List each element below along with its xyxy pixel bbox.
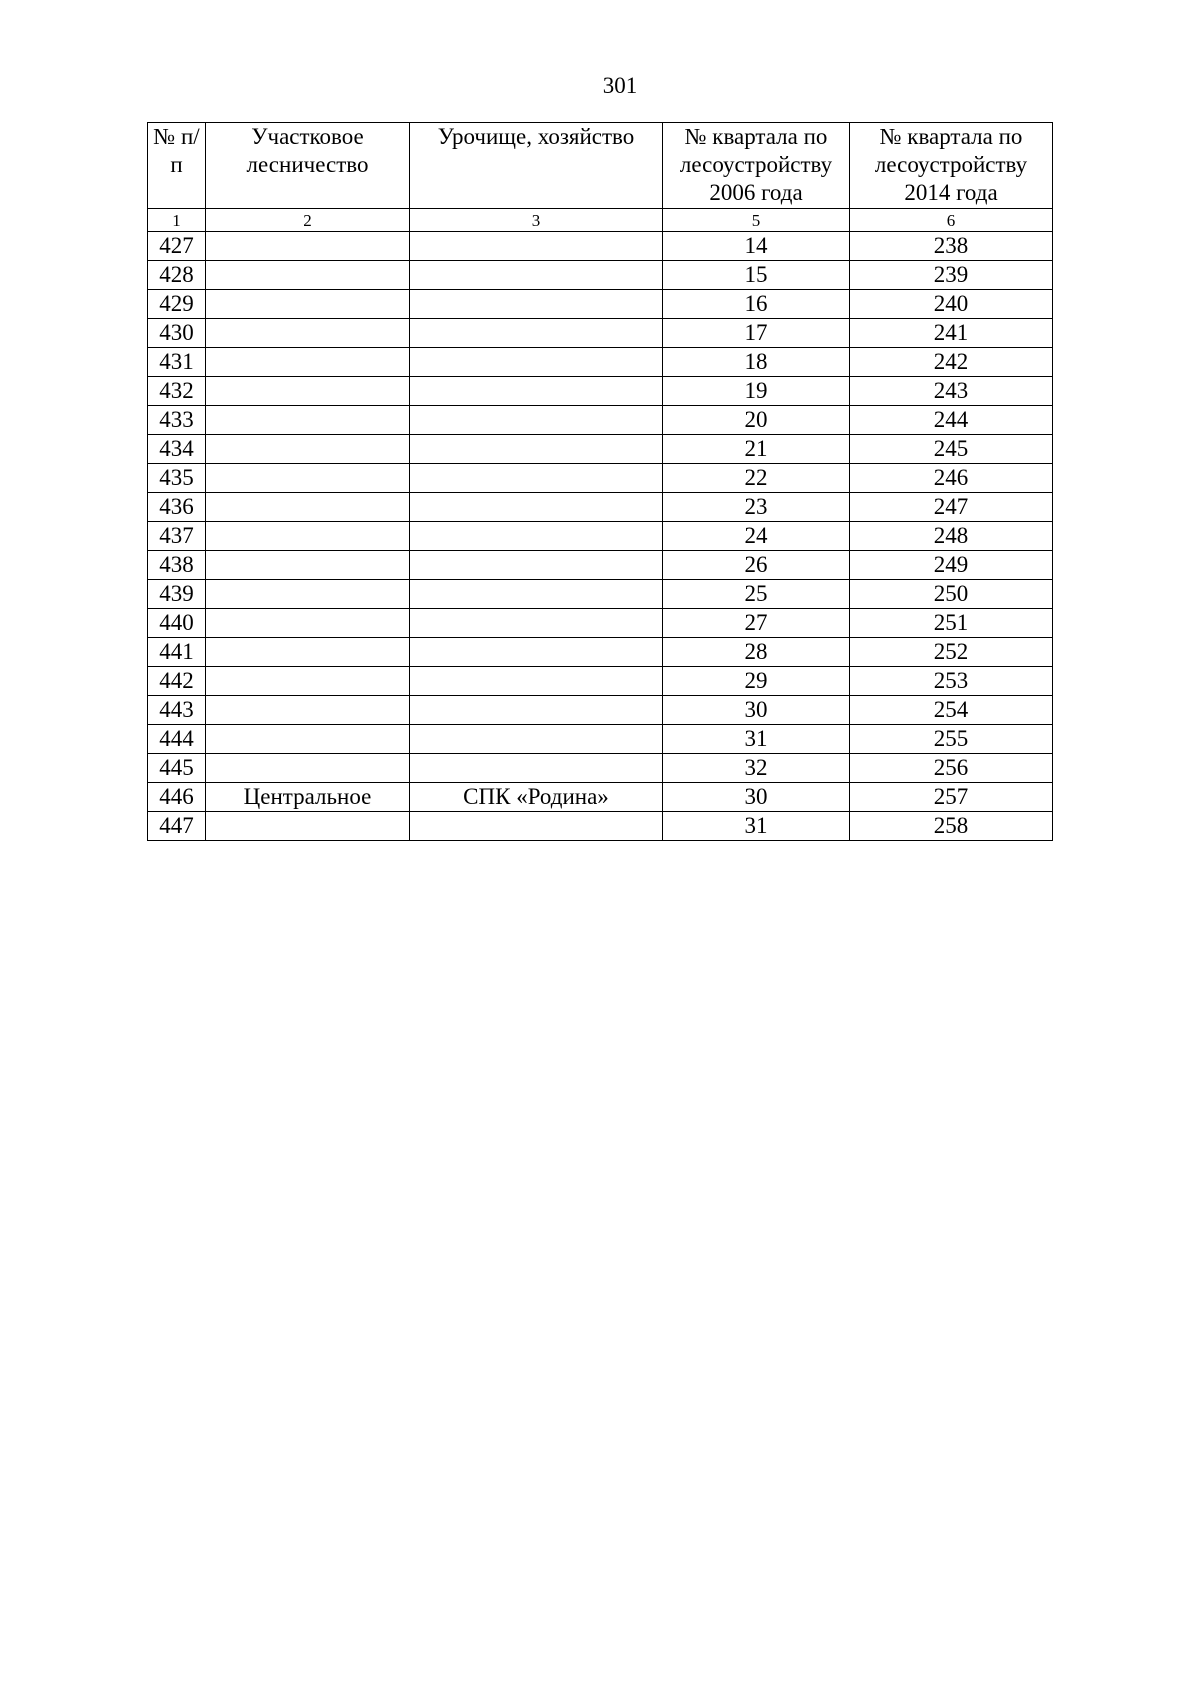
column-number: 5 <box>663 209 850 232</box>
table-row <box>148 261 1053 290</box>
cell-quarter-2006: 31 <box>663 725 850 754</box>
cell-row-number: 437 <box>148 522 206 551</box>
cell-forestry-district <box>206 290 410 319</box>
cell-forestry-district <box>206 232 410 261</box>
cell-forestry-district <box>206 406 410 435</box>
cell-quarter-2014: 257 <box>850 783 1053 812</box>
table-row <box>148 783 1053 812</box>
cell-quarter-2006: 32 <box>663 754 850 783</box>
page-number: 301 <box>602 73 638 98</box>
table-row <box>148 696 1053 725</box>
header-tract-farm: Урочище, хозяйство <box>410 123 663 209</box>
cell-forestry-district <box>206 609 410 638</box>
cell-quarter-2014: 255 <box>850 725 1053 754</box>
cell-forestry-district <box>206 348 410 377</box>
table-row <box>148 522 1053 551</box>
cell-row-number: 447 <box>148 812 206 841</box>
table-row <box>148 493 1053 522</box>
cell-forestry-district <box>206 435 410 464</box>
cell-quarter-2014: 244 <box>850 406 1053 435</box>
cell-quarter-2006: 17 <box>663 319 850 348</box>
cell-forestry-district <box>206 261 410 290</box>
column-numbering-row <box>148 209 1053 232</box>
cell-quarter-2014: 248 <box>850 522 1053 551</box>
forest-quarters-table <box>147 122 1053 841</box>
cell-quarter-2014: 240 <box>850 290 1053 319</box>
cell-forestry-district <box>206 580 410 609</box>
column-number: 1 <box>148 209 206 232</box>
cell-quarter-2006: 29 <box>663 667 850 696</box>
table-row <box>148 725 1053 754</box>
cell-quarter-2006: 24 <box>663 522 850 551</box>
table-row <box>148 377 1053 406</box>
table-header-row <box>148 123 1053 209</box>
cell-tract-farm <box>410 493 663 522</box>
column-number: 3 <box>410 209 663 232</box>
cell-tract-farm: СПК «Родина» <box>410 783 663 812</box>
cell-forestry-district <box>206 522 410 551</box>
cell-quarter-2014: 238 <box>850 232 1053 261</box>
cell-row-number: 429 <box>148 290 206 319</box>
cell-forestry-district <box>206 812 410 841</box>
cell-quarter-2006: 25 <box>663 580 850 609</box>
cell-row-number: 446 <box>148 783 206 812</box>
cell-tract-farm <box>410 812 663 841</box>
cell-tract-farm <box>410 464 663 493</box>
cell-row-number: 434 <box>148 435 206 464</box>
cell-forestry-district <box>206 319 410 348</box>
cell-forestry-district <box>206 551 410 580</box>
cell-forestry-district <box>206 725 410 754</box>
cell-forestry-district <box>206 754 410 783</box>
cell-quarter-2006: 31 <box>663 812 850 841</box>
cell-tract-farm <box>410 580 663 609</box>
cell-quarter-2006: 30 <box>663 783 850 812</box>
table-row <box>148 609 1053 638</box>
cell-row-number: 433 <box>148 406 206 435</box>
table-row <box>148 290 1053 319</box>
cell-quarter-2014: 254 <box>850 696 1053 725</box>
cell-row-number: 444 <box>148 725 206 754</box>
cell-forestry-district <box>206 493 410 522</box>
table-row <box>148 812 1053 841</box>
cell-tract-farm <box>410 232 663 261</box>
table-row <box>148 754 1053 783</box>
cell-quarter-2014: 247 <box>850 493 1053 522</box>
cell-tract-farm <box>410 435 663 464</box>
cell-quarter-2014: 256 <box>850 754 1053 783</box>
cell-tract-farm <box>410 754 663 783</box>
cell-row-number: 436 <box>148 493 206 522</box>
table-row <box>148 464 1053 493</box>
table-row <box>148 319 1053 348</box>
cell-row-number: 432 <box>148 377 206 406</box>
cell-tract-farm <box>410 696 663 725</box>
cell-quarter-2014: 249 <box>850 551 1053 580</box>
cell-row-number: 445 <box>148 754 206 783</box>
column-number: 2 <box>206 209 410 232</box>
cell-row-number: 442 <box>148 667 206 696</box>
cell-row-number: 435 <box>148 464 206 493</box>
table-row <box>148 638 1053 667</box>
table-row <box>148 580 1053 609</box>
cell-tract-farm <box>410 348 663 377</box>
cell-row-number: 431 <box>148 348 206 377</box>
cell-quarter-2014: 245 <box>850 435 1053 464</box>
cell-tract-farm <box>410 522 663 551</box>
cell-tract-farm <box>410 319 663 348</box>
cell-quarter-2006: 19 <box>663 377 850 406</box>
cell-quarter-2014: 258 <box>850 812 1053 841</box>
table-row <box>148 406 1053 435</box>
cell-row-number: 438 <box>148 551 206 580</box>
cell-forestry-district <box>206 377 410 406</box>
cell-row-number: 427 <box>148 232 206 261</box>
column-number: 6 <box>850 209 1053 232</box>
table-row <box>148 551 1053 580</box>
cell-quarter-2006: 22 <box>663 464 850 493</box>
cell-quarter-2014: 241 <box>850 319 1053 348</box>
table-body <box>148 232 1053 841</box>
cell-forestry-district <box>206 464 410 493</box>
cell-row-number: 443 <box>148 696 206 725</box>
cell-row-number: 430 <box>148 319 206 348</box>
cell-quarter-2006: 26 <box>663 551 850 580</box>
cell-quarter-2006: 14 <box>663 232 850 261</box>
cell-quarter-2006: 30 <box>663 696 850 725</box>
cell-quarter-2006: 27 <box>663 609 850 638</box>
cell-forestry-district <box>206 696 410 725</box>
header-quarter-2014: № квартала по лесоустройству 2014 года <box>850 123 1053 209</box>
cell-quarter-2014: 239 <box>850 261 1053 290</box>
cell-quarter-2014: 253 <box>850 667 1053 696</box>
cell-row-number: 441 <box>148 638 206 667</box>
cell-quarter-2014: 251 <box>850 609 1053 638</box>
table-row <box>148 232 1053 261</box>
cell-quarter-2006: 18 <box>663 348 850 377</box>
cell-forestry-district <box>206 638 410 667</box>
cell-tract-farm <box>410 667 663 696</box>
cell-row-number: 440 <box>148 609 206 638</box>
cell-quarter-2006: 28 <box>663 638 850 667</box>
cell-quarter-2006: 20 <box>663 406 850 435</box>
cell-row-number: 428 <box>148 261 206 290</box>
cell-tract-farm <box>410 638 663 667</box>
cell-quarter-2006: 23 <box>663 493 850 522</box>
table-row <box>148 348 1053 377</box>
cell-tract-farm <box>410 261 663 290</box>
cell-quarter-2014: 243 <box>850 377 1053 406</box>
cell-quarter-2006: 15 <box>663 261 850 290</box>
cell-forestry-district: Центральное <box>206 783 410 812</box>
cell-quarter-2006: 16 <box>663 290 850 319</box>
cell-row-number: 439 <box>148 580 206 609</box>
cell-quarter-2014: 246 <box>850 464 1053 493</box>
cell-tract-farm <box>410 290 663 319</box>
cell-tract-farm <box>410 725 663 754</box>
header-quarter-2006: № квартала по лесоустройству 2006 года <box>663 123 850 209</box>
cell-tract-farm <box>410 377 663 406</box>
header-row-number: № п/п <box>148 123 206 209</box>
table-row <box>148 667 1053 696</box>
header-forestry-district: Участковое лесничество <box>206 123 410 209</box>
cell-quarter-2014: 250 <box>850 580 1053 609</box>
cell-quarter-2014: 252 <box>850 638 1053 667</box>
cell-tract-farm <box>410 609 663 638</box>
cell-tract-farm <box>410 406 663 435</box>
cell-tract-farm <box>410 551 663 580</box>
cell-quarter-2006: 21 <box>663 435 850 464</box>
cell-quarter-2014: 242 <box>850 348 1053 377</box>
table-row <box>148 435 1053 464</box>
cell-forestry-district <box>206 667 410 696</box>
